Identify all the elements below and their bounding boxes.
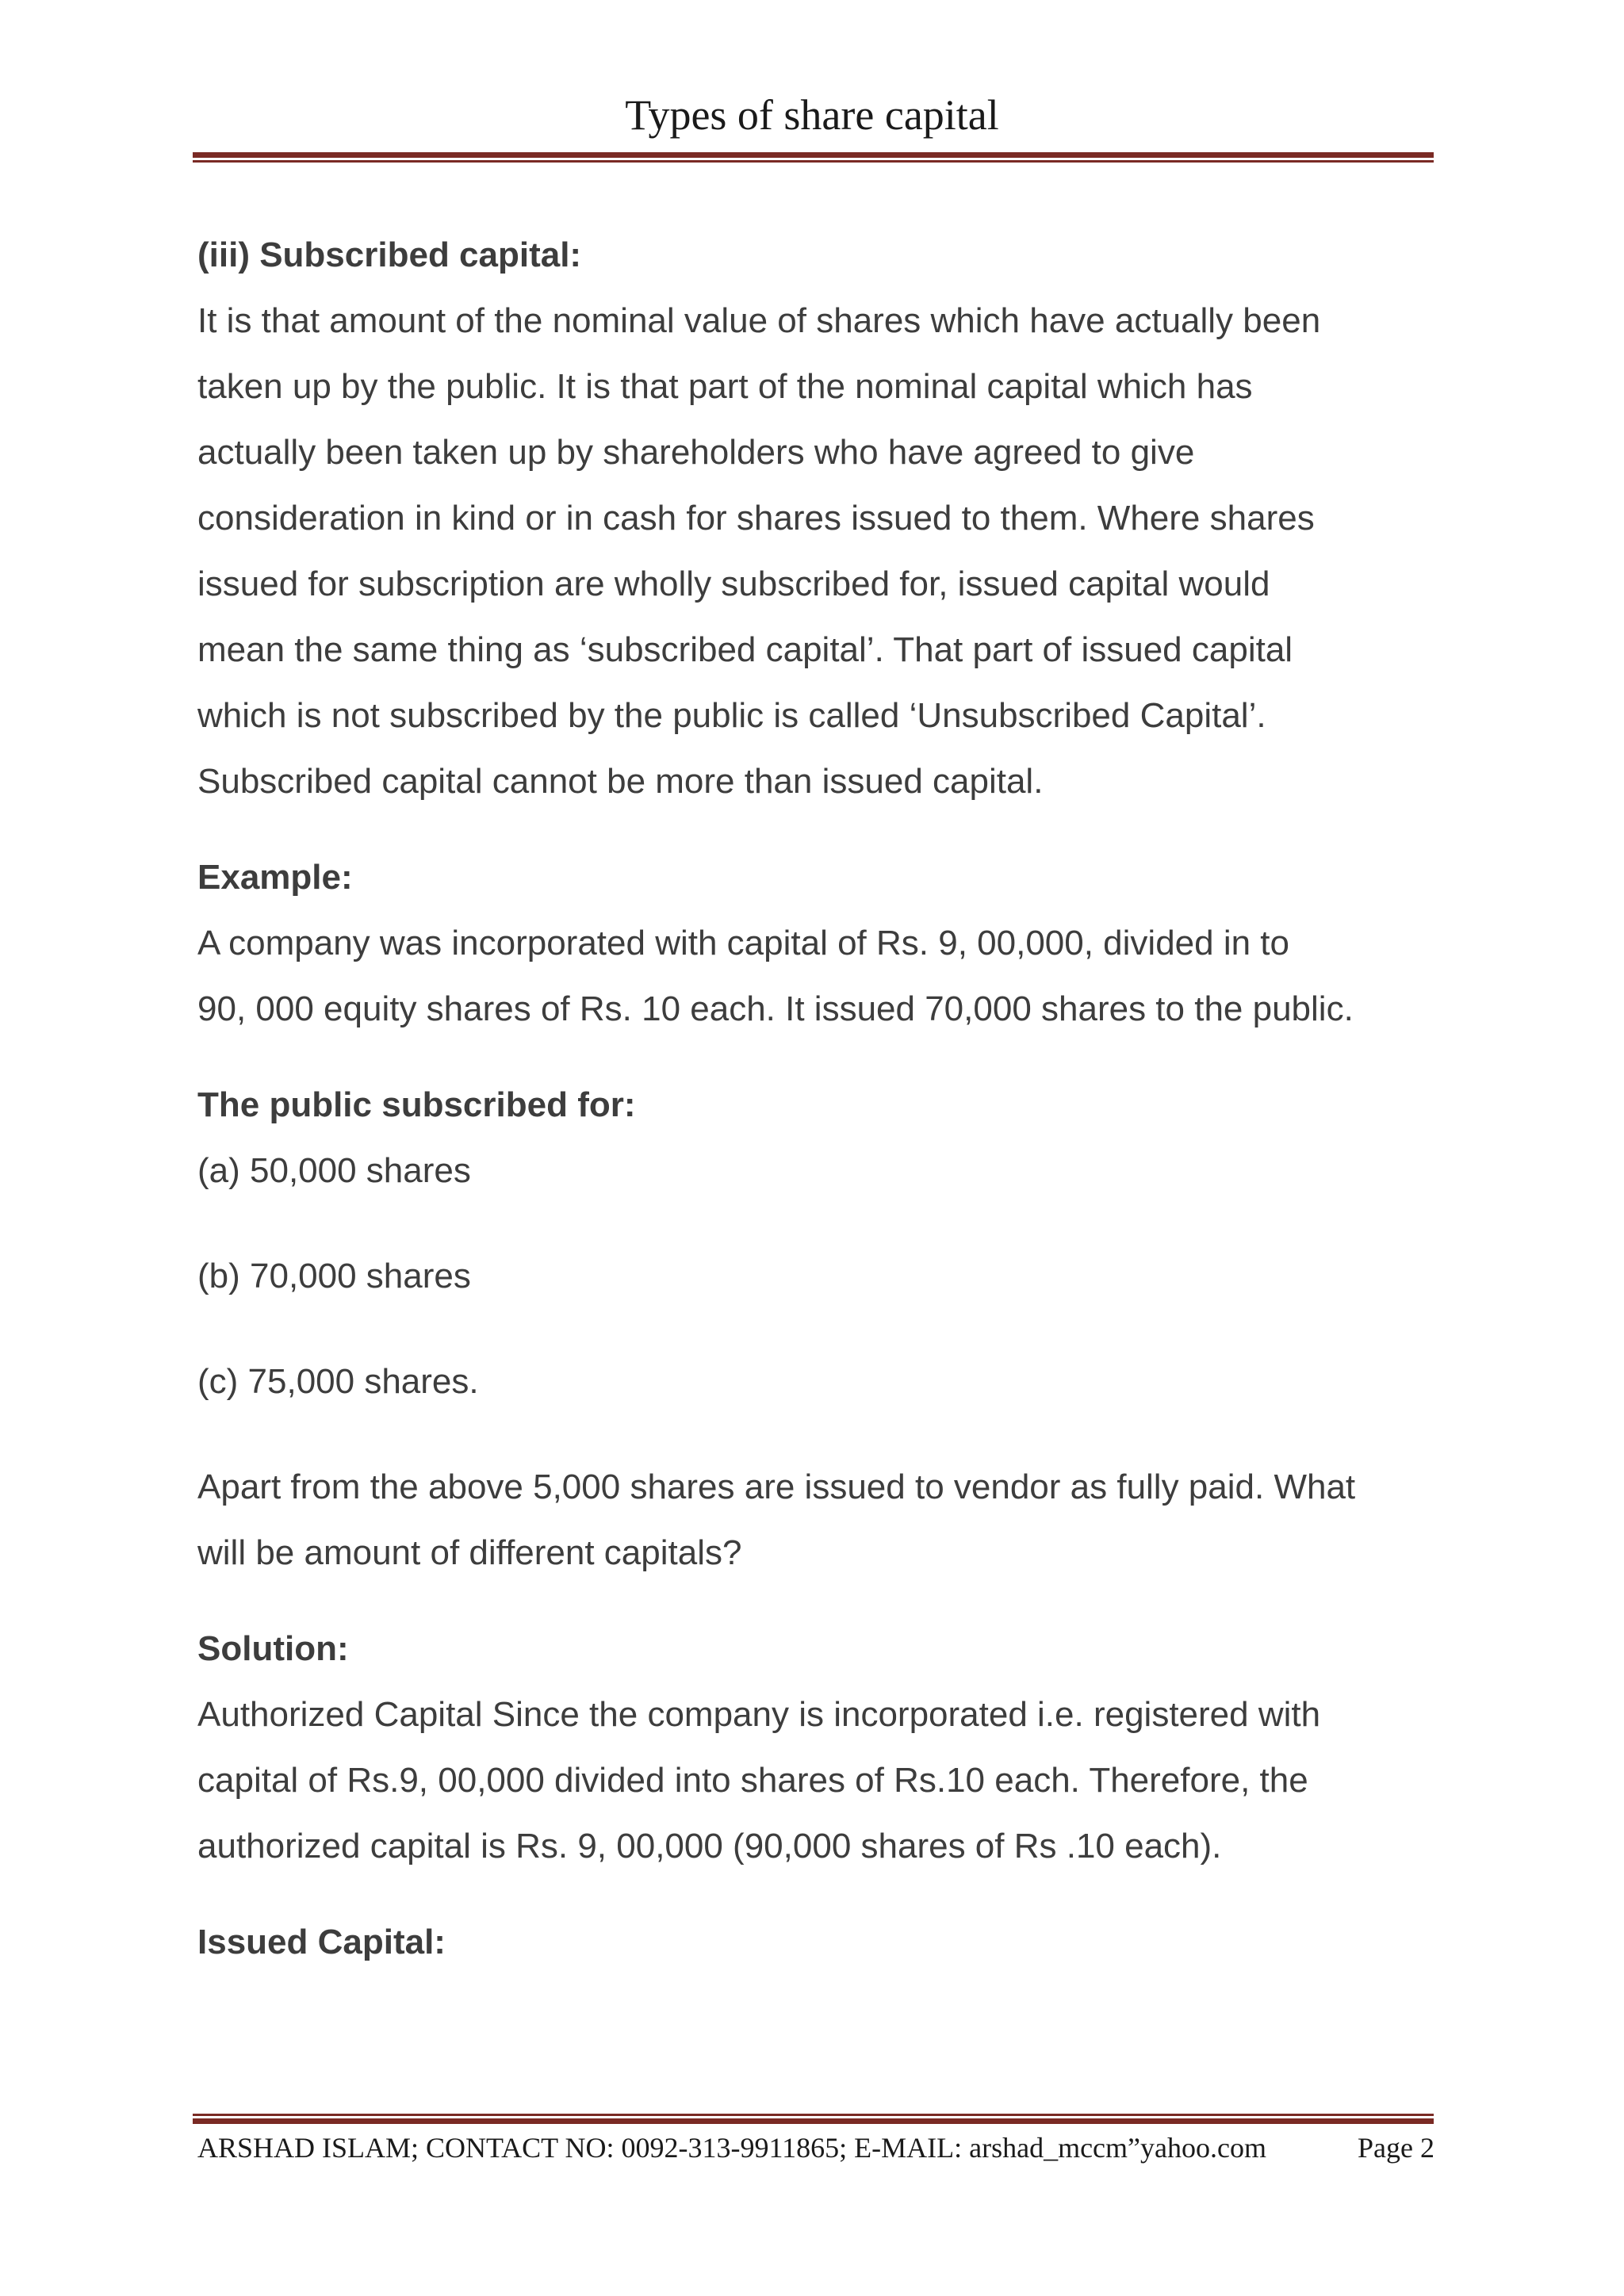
paragraph-line: Subscribed capital cannot be more than issued capital. (197, 762, 1044, 801)
footer-contact: ARSHAD ISLAM; CONTACT NO: 0092-313-9911865; E-MAIL: arshad_mccm”yahoo.com (197, 2132, 1266, 2164)
paragraph-line: taken up by the public. It is that part of the nominal capital which has (197, 367, 1253, 406)
paragraph-line: will be amount of different capitals? (197, 1533, 742, 1572)
subscribed-heading: The public subscribed for: (197, 1085, 636, 1124)
paragraph-line: capital of Rs.9, 00,000 divided into shares of Rs.10 each. Therefore, the (197, 1761, 1308, 1800)
paragraph-line: A company was incorporated with capital of Rs. 9, 00,000, divided in to (197, 924, 1289, 962)
paragraph-line: Apart from the above 5,000 shares are issued to vendor as fully paid. What (197, 1468, 1356, 1506)
paragraph-line: actually been taken up by shareholders who have agreed to give (197, 433, 1195, 472)
header-divider (193, 152, 1434, 163)
footer-divider (193, 2114, 1434, 2124)
page-header-title: Types of share capital (625, 91, 999, 139)
page-number: Page 2 (1358, 2132, 1434, 2164)
paragraph-line: 90, 000 equity shares of Rs. 10 each. It issued 70,000 shares to the public. (197, 989, 1354, 1028)
issued-capital-heading: Issued Capital: (197, 1923, 446, 1961)
list-item: (b) 70,000 shares (197, 1257, 471, 1295)
list-item: (c) 75,000 shares. (197, 1362, 479, 1401)
page-body (197, 222, 1434, 1975)
example-heading: Example: (197, 858, 353, 897)
paragraph-line: It is that amount of the nominal value of shares which have actually been (197, 301, 1321, 340)
paragraph-line: authorized capital is Rs. 9, 00,000 (90,000 shares of Rs .10 each). (197, 1827, 1222, 1866)
page-footer (197, 2131, 1434, 2164)
paragraph-line: consideration in kind or in cash for shares issued to them. Where shares (197, 499, 1315, 538)
paragraph-line: mean the same thing as ‘subscribed capital’. That part of issued capital (197, 630, 1293, 669)
paragraph-line: Authorized Capital Since the company is incorporated i.e. registered with (197, 1695, 1321, 1734)
list-item: (a) 50,000 shares (197, 1151, 471, 1190)
solution-heading: Solution: (197, 1629, 349, 1668)
paragraph-line: issued for subscription are wholly subscribed for, issued capital would (197, 564, 1270, 603)
paragraph-line: which is not subscribed by the public is called ‘Unsubscribed Capital’. (197, 696, 1266, 735)
section-heading: (iii) Subscribed capital: (197, 235, 582, 274)
